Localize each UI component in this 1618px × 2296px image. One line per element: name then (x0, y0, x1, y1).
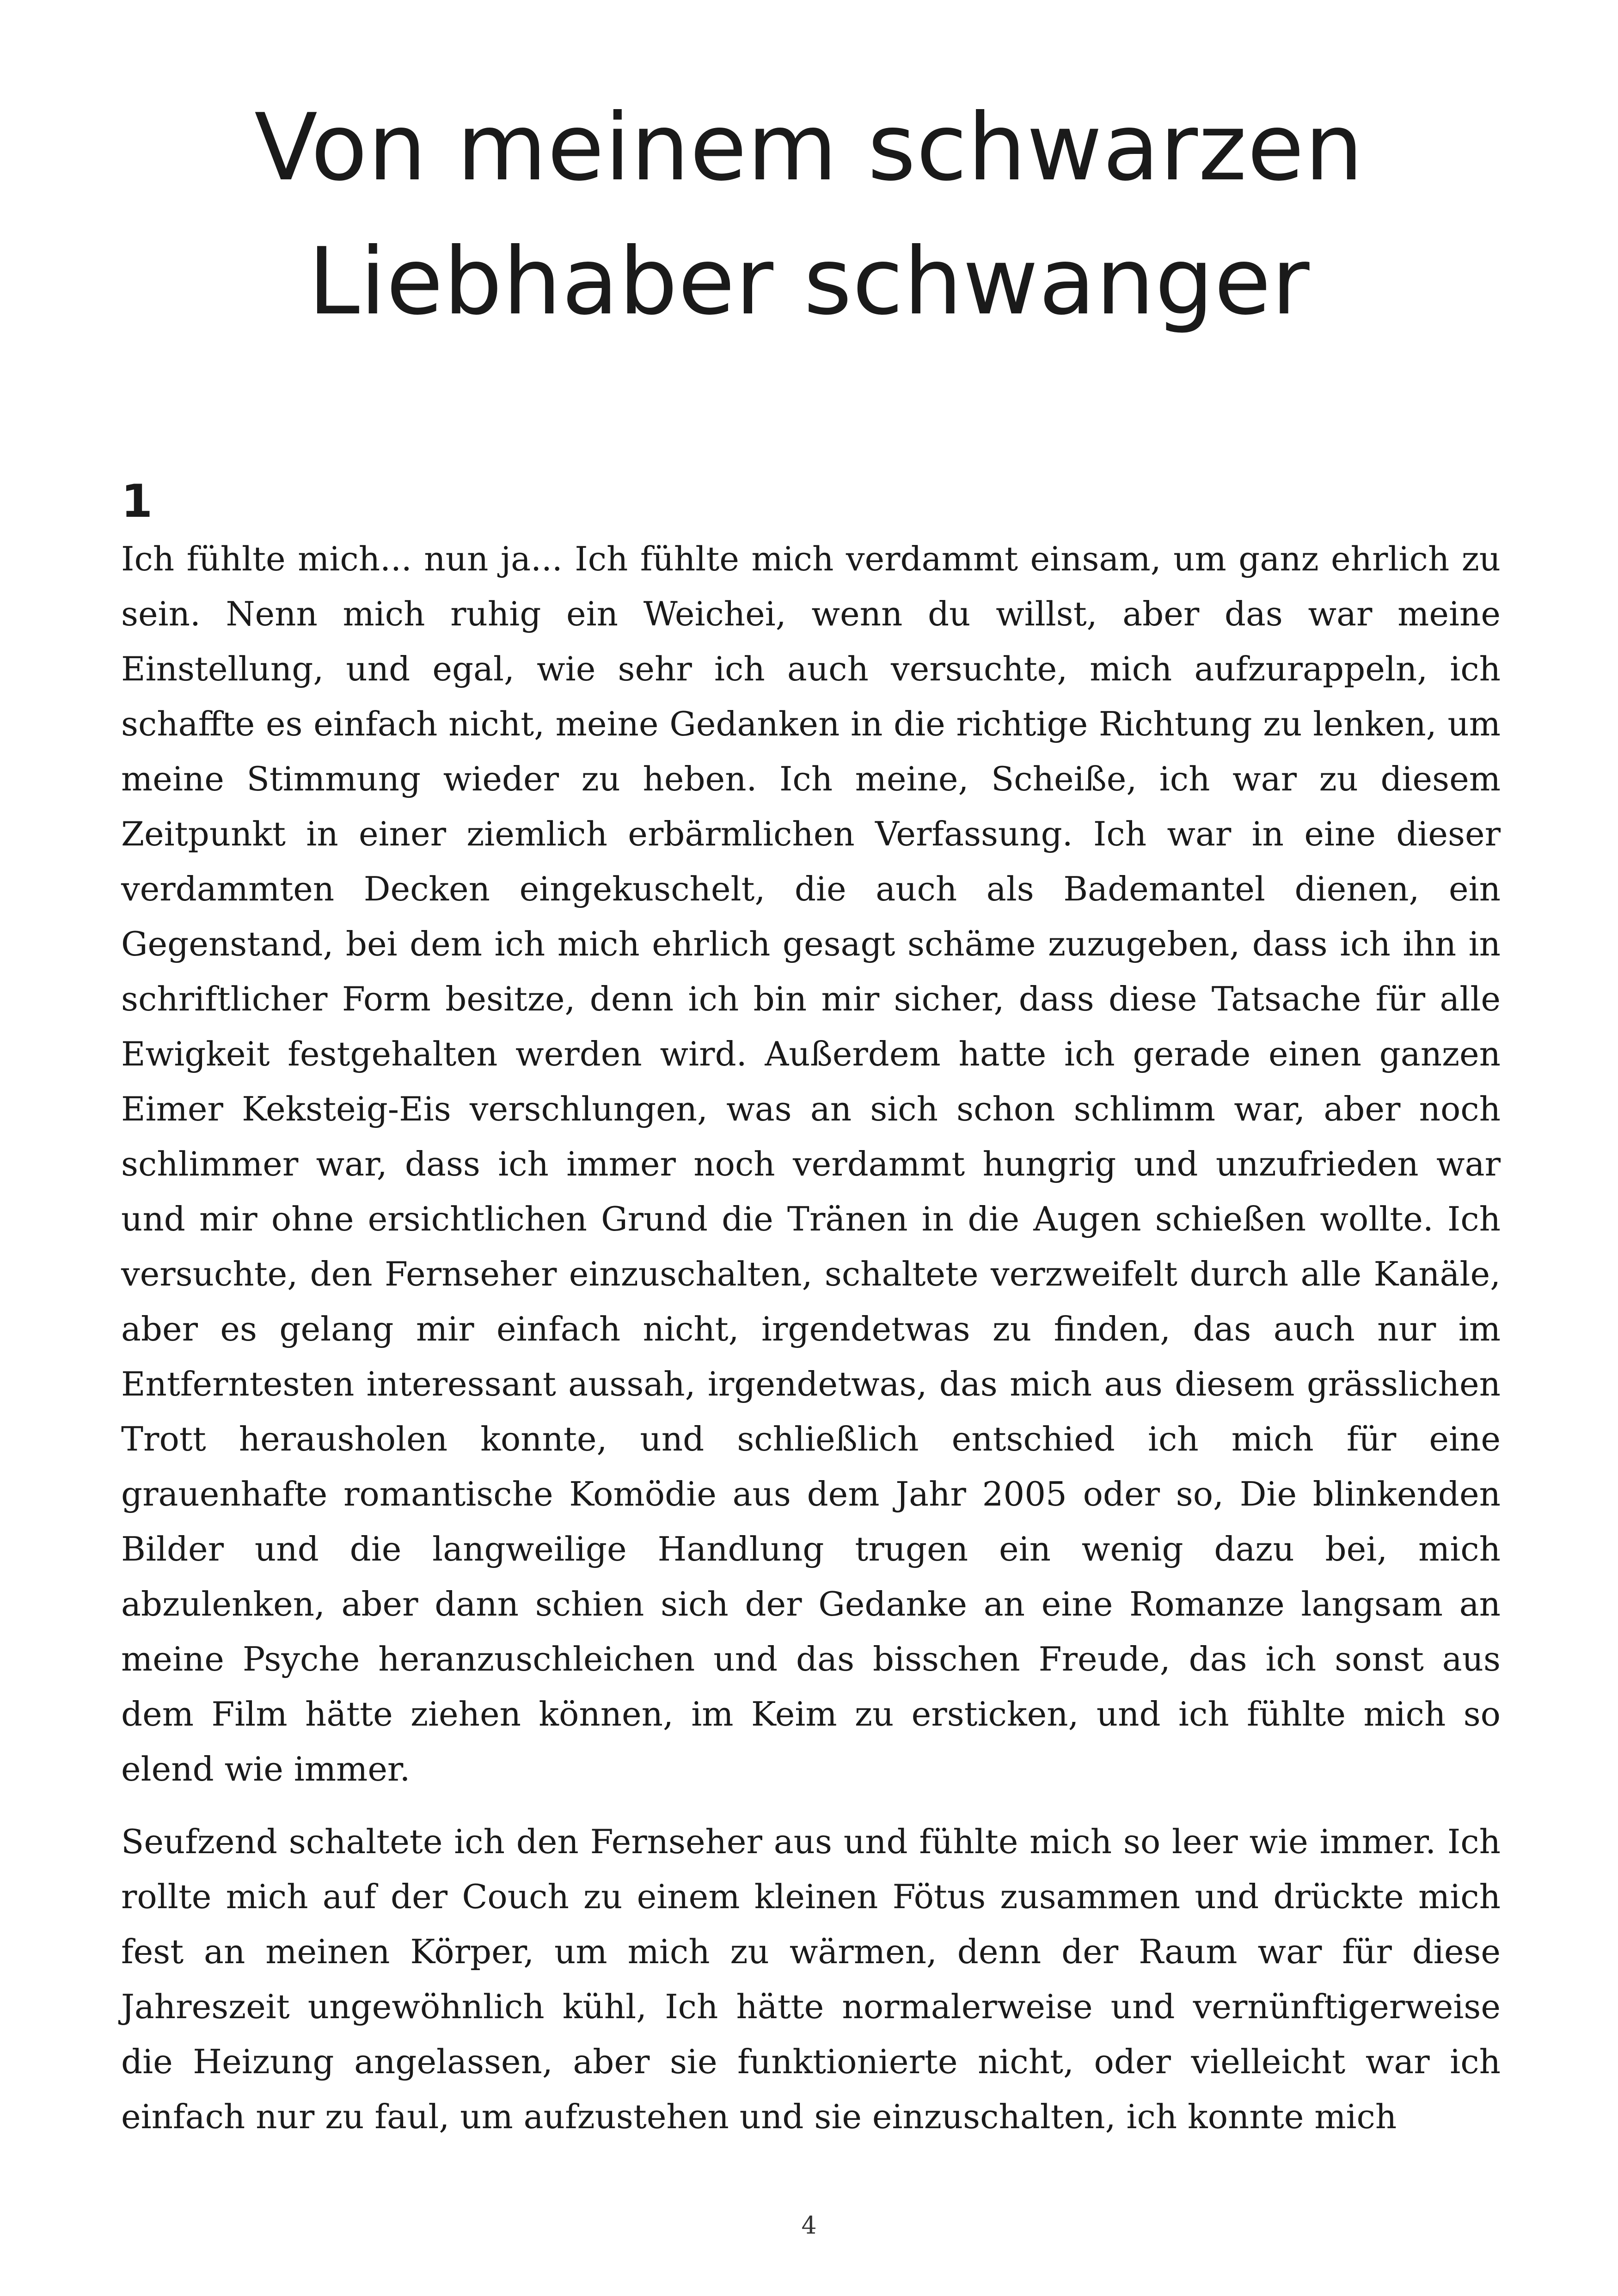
page-number: 4 (801, 2212, 817, 2240)
title-line-2: Liebhaber schwanger (308, 228, 1310, 336)
title-line-1: Von meinem schwarzen (254, 94, 1364, 202)
page-title (0, 81, 1618, 349)
chapter-number: 1 (121, 475, 153, 528)
paragraph-2: Seufzend schaltete ich den Fernseher aus und fühlte mich so leer wie immer. Ich rollte mich auf der Couch zu einem kleinen Fötus zusammen und drückte mich fest an meinen Körper, um mich zu wärmen, denn der Raum war für diese Jahreszeit ungewöhnlich kühl, Ich hätte normalerweise und vernünftigerweise die Heizung angelassen, aber sie funktionierte nicht, oder vielleicht war ich einfach nur zu faul, um aufzustehen und sie einzuschalten, ich konnte mich (121, 1822, 1501, 2136)
chapter-body (121, 532, 1501, 2162)
paragraph-1: Ich fühlte mich... nun ja... Ich fühlte mich verdammt einsam, um ganz ehrlich zu sein. Nenn mich ruhig ein Weichei, wenn du willst, aber das war meine Einstellung, und egal, wie sehr ich auch versuchte, mich aufzurappeln, ich schaffte es einfach nicht, meine Gedanken in die richtige Richtung zu lenken, um meine Stimmung wieder zu heben. Ich meine, Scheiße, ich war zu diesem Zeitpunkt in einer ziemlich erbärmlichen Verfassung. Ich war in eine dieser verdammten Decken eingekuschelt, die auch als Bademantel dienen, ein Gegenstand, bei dem ich mich ehrlich gesagt schäme zuzugeben, dass ich ihn in schriftlicher Form besitze, denn ich bin mir sicher, dass diese Tatsache für alle Ewigkeit festgehalten werden wird. Außerdem hatte ich gerade einen ganzen Eimer Keksteig-Eis verschlungen, was an sich schon schlimm war, aber noch schlimmer war, dass ich immer noch verdammt hungrig und unzufrieden war und mir ohne ersichtlichen Grund die Tränen in die Augen schießen wollte. Ich versuchte, den Fernseher einzuschalten, schaltete verzweifelt durch alle Kanäle, aber es gelang mir einfach nicht, irgendetwas zu finden, das auch nur im Entferntesten interessant aussah, irgendetwas, das mich aus diesem grässlichen Trott herausholen konnte, und schließlich entschied ich mich für eine grauenhafte romantische Komödie aus dem Jahr 2005 oder so, Die blinkenden Bilder und die langweilige Handlung trugen ein wenig dazu bei, mich abzulenken, aber dann schien sich der Gedanke an eine Romanze langsam an meine Psyche heranzuschleichen und das bisschen Freude, das ich sonst aus dem Film hätte ziehen können, im Keim zu ersticken, und ich fühlte mich so elend wie immer. (121, 539, 1501, 1788)
